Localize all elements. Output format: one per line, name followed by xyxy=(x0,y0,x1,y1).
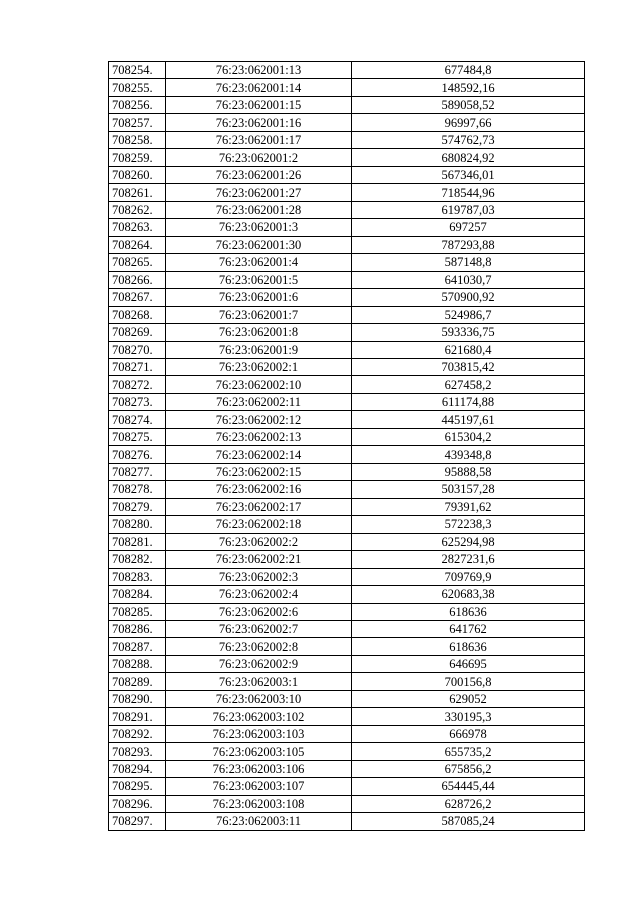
cadastral-number-cell: 76:23:062001:15 xyxy=(166,96,352,113)
cadastral-value-cell: 445197,61 xyxy=(352,411,585,428)
row-number-cell: 708273. xyxy=(109,393,166,410)
row-number-cell: 708260. xyxy=(109,166,166,183)
table-row xyxy=(109,358,585,375)
table-row xyxy=(109,778,585,795)
row-number-cell: 708293. xyxy=(109,743,166,760)
row-number-cell: 708255. xyxy=(109,79,166,96)
cadastral-number-cell: 76:23:062001:4 xyxy=(166,254,352,271)
cadastral-value-cell: 570900,92 xyxy=(352,289,585,306)
row-number-cell: 708275. xyxy=(109,428,166,445)
row-number-cell: 708265. xyxy=(109,254,166,271)
cadastral-value-cell: 148592,16 xyxy=(352,79,585,96)
row-number-cell: 708281. xyxy=(109,533,166,550)
table-row xyxy=(109,533,585,550)
cadastral-number-cell: 76:23:062003:107 xyxy=(166,778,352,795)
cadastral-number-cell: 76:23:062001:6 xyxy=(166,289,352,306)
table-row xyxy=(109,428,585,445)
table-row xyxy=(109,760,585,777)
row-number-cell: 708278. xyxy=(109,481,166,498)
cadastral-value-cell: 618636 xyxy=(352,638,585,655)
row-number-cell: 708286. xyxy=(109,621,166,638)
cadastral-value-cell: 641030,7 xyxy=(352,271,585,288)
row-number-cell: 708270. xyxy=(109,341,166,358)
table-row xyxy=(109,638,585,655)
row-number-cell: 708294. xyxy=(109,760,166,777)
row-number-cell: 708296. xyxy=(109,795,166,812)
cadastral-value-table xyxy=(108,61,585,831)
cadastral-value-cell: 666978 xyxy=(352,725,585,742)
cadastral-value-cell: 646695 xyxy=(352,655,585,672)
cadastral-number-cell: 76:23:062002:8 xyxy=(166,638,352,655)
cadastral-value-cell: 587148,8 xyxy=(352,254,585,271)
cadastral-number-cell: 76:23:062002:9 xyxy=(166,655,352,672)
table-row xyxy=(109,289,585,306)
cadastral-value-cell: 619787,03 xyxy=(352,201,585,218)
cadastral-value-cell: 589058,52 xyxy=(352,96,585,113)
table-row xyxy=(109,236,585,253)
cadastral-number-cell: 76:23:062001:3 xyxy=(166,219,352,236)
cadastral-value-cell: 611174,88 xyxy=(352,393,585,410)
cadastral-value-cell: 627458,2 xyxy=(352,376,585,393)
cadastral-value-cell: 95888,58 xyxy=(352,463,585,480)
cadastral-number-cell: 76:23:062001:2 xyxy=(166,149,352,166)
table-row xyxy=(109,201,585,218)
table-row xyxy=(109,725,585,742)
row-number-cell: 708258. xyxy=(109,131,166,148)
cadastral-number-cell: 76:23:062002:18 xyxy=(166,516,352,533)
row-number-cell: 708269. xyxy=(109,324,166,341)
cadastral-value-cell: 96997,66 xyxy=(352,114,585,131)
row-number-cell: 708267. xyxy=(109,289,166,306)
cadastral-value-cell: 703815,42 xyxy=(352,358,585,375)
cadastral-number-cell: 76:23:062002:17 xyxy=(166,498,352,515)
table-row xyxy=(109,586,585,603)
cadastral-number-cell: 76:23:062002:12 xyxy=(166,411,352,428)
row-number-cell: 708276. xyxy=(109,446,166,463)
row-number-cell: 708284. xyxy=(109,586,166,603)
table-row xyxy=(109,813,585,830)
cadastral-value-cell: 787293,88 xyxy=(352,236,585,253)
table-row xyxy=(109,62,585,79)
cadastral-value-cell: 629052 xyxy=(352,690,585,707)
cadastral-number-cell: 76:23:062001:26 xyxy=(166,166,352,183)
table-row xyxy=(109,498,585,515)
table-row xyxy=(109,446,585,463)
row-number-cell: 708291. xyxy=(109,708,166,725)
cadastral-value-cell: 700156,8 xyxy=(352,673,585,690)
cadastral-number-cell: 76:23:062003:106 xyxy=(166,760,352,777)
row-number-cell: 708288. xyxy=(109,655,166,672)
cadastral-value-cell: 620683,38 xyxy=(352,586,585,603)
row-number-cell: 708285. xyxy=(109,603,166,620)
cadastral-value-cell: 628726,2 xyxy=(352,795,585,812)
table-row xyxy=(109,743,585,760)
cadastral-number-cell: 76:23:062002:6 xyxy=(166,603,352,620)
cadastral-number-cell: 76:23:062001:13 xyxy=(166,62,352,79)
cadastral-value-cell: 641762 xyxy=(352,621,585,638)
cadastral-value-cell: 587085,24 xyxy=(352,813,585,830)
table-row xyxy=(109,655,585,672)
cadastral-value-cell: 675856,2 xyxy=(352,760,585,777)
row-number-cell: 708279. xyxy=(109,498,166,515)
table-row xyxy=(109,481,585,498)
cadastral-value-cell: 697257 xyxy=(352,219,585,236)
cadastral-value-cell: 655735,2 xyxy=(352,743,585,760)
row-number-cell: 708268. xyxy=(109,306,166,323)
row-number-cell: 708274. xyxy=(109,411,166,428)
cadastral-number-cell: 76:23:062001:5 xyxy=(166,271,352,288)
cadastral-number-cell: 76:23:062002:3 xyxy=(166,568,352,585)
cadastral-value-cell: 79391,62 xyxy=(352,498,585,515)
cadastral-value-cell: 718544,96 xyxy=(352,184,585,201)
cadastral-number-cell: 76:23:062002:14 xyxy=(166,446,352,463)
row-number-cell: 708259. xyxy=(109,149,166,166)
cadastral-value-cell: 572238,3 xyxy=(352,516,585,533)
row-number-cell: 708283. xyxy=(109,568,166,585)
row-number-cell: 708262. xyxy=(109,201,166,218)
table-row xyxy=(109,254,585,271)
cadastral-value-cell: 2827231,6 xyxy=(352,551,585,568)
table-row xyxy=(109,673,585,690)
cadastral-value-cell: 621680,4 xyxy=(352,341,585,358)
table-row xyxy=(109,324,585,341)
cadastral-number-cell: 76:23:062002:1 xyxy=(166,358,352,375)
row-number-cell: 708272. xyxy=(109,376,166,393)
table-body xyxy=(109,62,585,831)
row-number-cell: 708254. xyxy=(109,62,166,79)
cadastral-number-cell: 76:23:062002:7 xyxy=(166,621,352,638)
table-row xyxy=(109,393,585,410)
row-number-cell: 708280. xyxy=(109,516,166,533)
cadastral-number-cell: 76:23:062002:13 xyxy=(166,428,352,445)
table-row xyxy=(109,306,585,323)
table-row xyxy=(109,341,585,358)
row-number-cell: 708277. xyxy=(109,463,166,480)
cadastral-number-cell: 76:23:062001:17 xyxy=(166,131,352,148)
cadastral-number-cell: 76:23:062002:15 xyxy=(166,463,352,480)
table-row xyxy=(109,795,585,812)
table-row xyxy=(109,271,585,288)
cadastral-number-cell: 76:23:062001:8 xyxy=(166,324,352,341)
cadastral-number-cell: 76:23:062001:16 xyxy=(166,114,352,131)
row-number-cell: 708266. xyxy=(109,271,166,288)
table-row xyxy=(109,690,585,707)
table-row xyxy=(109,149,585,166)
cadastral-number-cell: 76:23:062002:21 xyxy=(166,551,352,568)
table-row xyxy=(109,219,585,236)
cadastral-value-cell: 330195,3 xyxy=(352,708,585,725)
row-number-cell: 708297. xyxy=(109,813,166,830)
cadastral-value-cell: 680824,92 xyxy=(352,149,585,166)
table-row xyxy=(109,114,585,131)
cadastral-value-cell: 618636 xyxy=(352,603,585,620)
cadastral-number-cell: 76:23:062002:2 xyxy=(166,533,352,550)
cadastral-value-cell: 593336,75 xyxy=(352,324,585,341)
cadastral-number-cell: 76:23:062003:108 xyxy=(166,795,352,812)
cadastral-number-cell: 76:23:062002:11 xyxy=(166,393,352,410)
table-row xyxy=(109,376,585,393)
table-row xyxy=(109,184,585,201)
row-number-cell: 708261. xyxy=(109,184,166,201)
cadastral-value-cell: 654445,44 xyxy=(352,778,585,795)
cadastral-number-cell: 76:23:062001:30 xyxy=(166,236,352,253)
table-row xyxy=(109,79,585,96)
table-row xyxy=(109,621,585,638)
table-row xyxy=(109,603,585,620)
cadastral-number-cell: 76:23:062002:10 xyxy=(166,376,352,393)
cadastral-value-cell: 503157,28 xyxy=(352,481,585,498)
cadastral-number-cell: 76:23:062001:14 xyxy=(166,79,352,96)
cadastral-number-cell: 76:23:062003:11 xyxy=(166,813,352,830)
row-number-cell: 708289. xyxy=(109,673,166,690)
cadastral-number-cell: 76:23:062001:9 xyxy=(166,341,352,358)
row-number-cell: 708290. xyxy=(109,690,166,707)
table-row xyxy=(109,96,585,113)
table-row xyxy=(109,708,585,725)
table-row xyxy=(109,516,585,533)
row-number-cell: 708292. xyxy=(109,725,166,742)
row-number-cell: 708271. xyxy=(109,358,166,375)
row-number-cell: 708257. xyxy=(109,114,166,131)
row-number-cell: 708264. xyxy=(109,236,166,253)
cadastral-number-cell: 76:23:062001:27 xyxy=(166,184,352,201)
cadastral-value-cell: 709769,9 xyxy=(352,568,585,585)
table-row xyxy=(109,551,585,568)
cadastral-value-cell: 625294,98 xyxy=(352,533,585,550)
table-row xyxy=(109,568,585,585)
row-number-cell: 708263. xyxy=(109,219,166,236)
table-row xyxy=(109,411,585,428)
cadastral-value-cell: 615304,2 xyxy=(352,428,585,445)
row-number-cell: 708256. xyxy=(109,96,166,113)
cadastral-number-cell: 76:23:062003:105 xyxy=(166,743,352,760)
table-row xyxy=(109,166,585,183)
row-number-cell: 708282. xyxy=(109,551,166,568)
cadastral-value-cell: 439348,8 xyxy=(352,446,585,463)
row-number-cell: 708295. xyxy=(109,778,166,795)
cadastral-number-cell: 76:23:062002:4 xyxy=(166,586,352,603)
cadastral-value-cell: 677484,8 xyxy=(352,62,585,79)
cadastral-number-cell: 76:23:062003:103 xyxy=(166,725,352,742)
cadastral-number-cell: 76:23:062001:7 xyxy=(166,306,352,323)
table-row xyxy=(109,463,585,480)
cadastral-number-cell: 76:23:062003:102 xyxy=(166,708,352,725)
cadastral-value-cell: 574762,73 xyxy=(352,131,585,148)
cadastral-number-cell: 76:23:062003:10 xyxy=(166,690,352,707)
cadastral-value-cell: 524986,7 xyxy=(352,306,585,323)
cadastral-number-cell: 76:23:062001:28 xyxy=(166,201,352,218)
cadastral-value-cell: 567346,01 xyxy=(352,166,585,183)
cadastral-number-cell: 76:23:062003:1 xyxy=(166,673,352,690)
row-number-cell: 708287. xyxy=(109,638,166,655)
cadastral-number-cell: 76:23:062002:16 xyxy=(166,481,352,498)
table-row xyxy=(109,131,585,148)
